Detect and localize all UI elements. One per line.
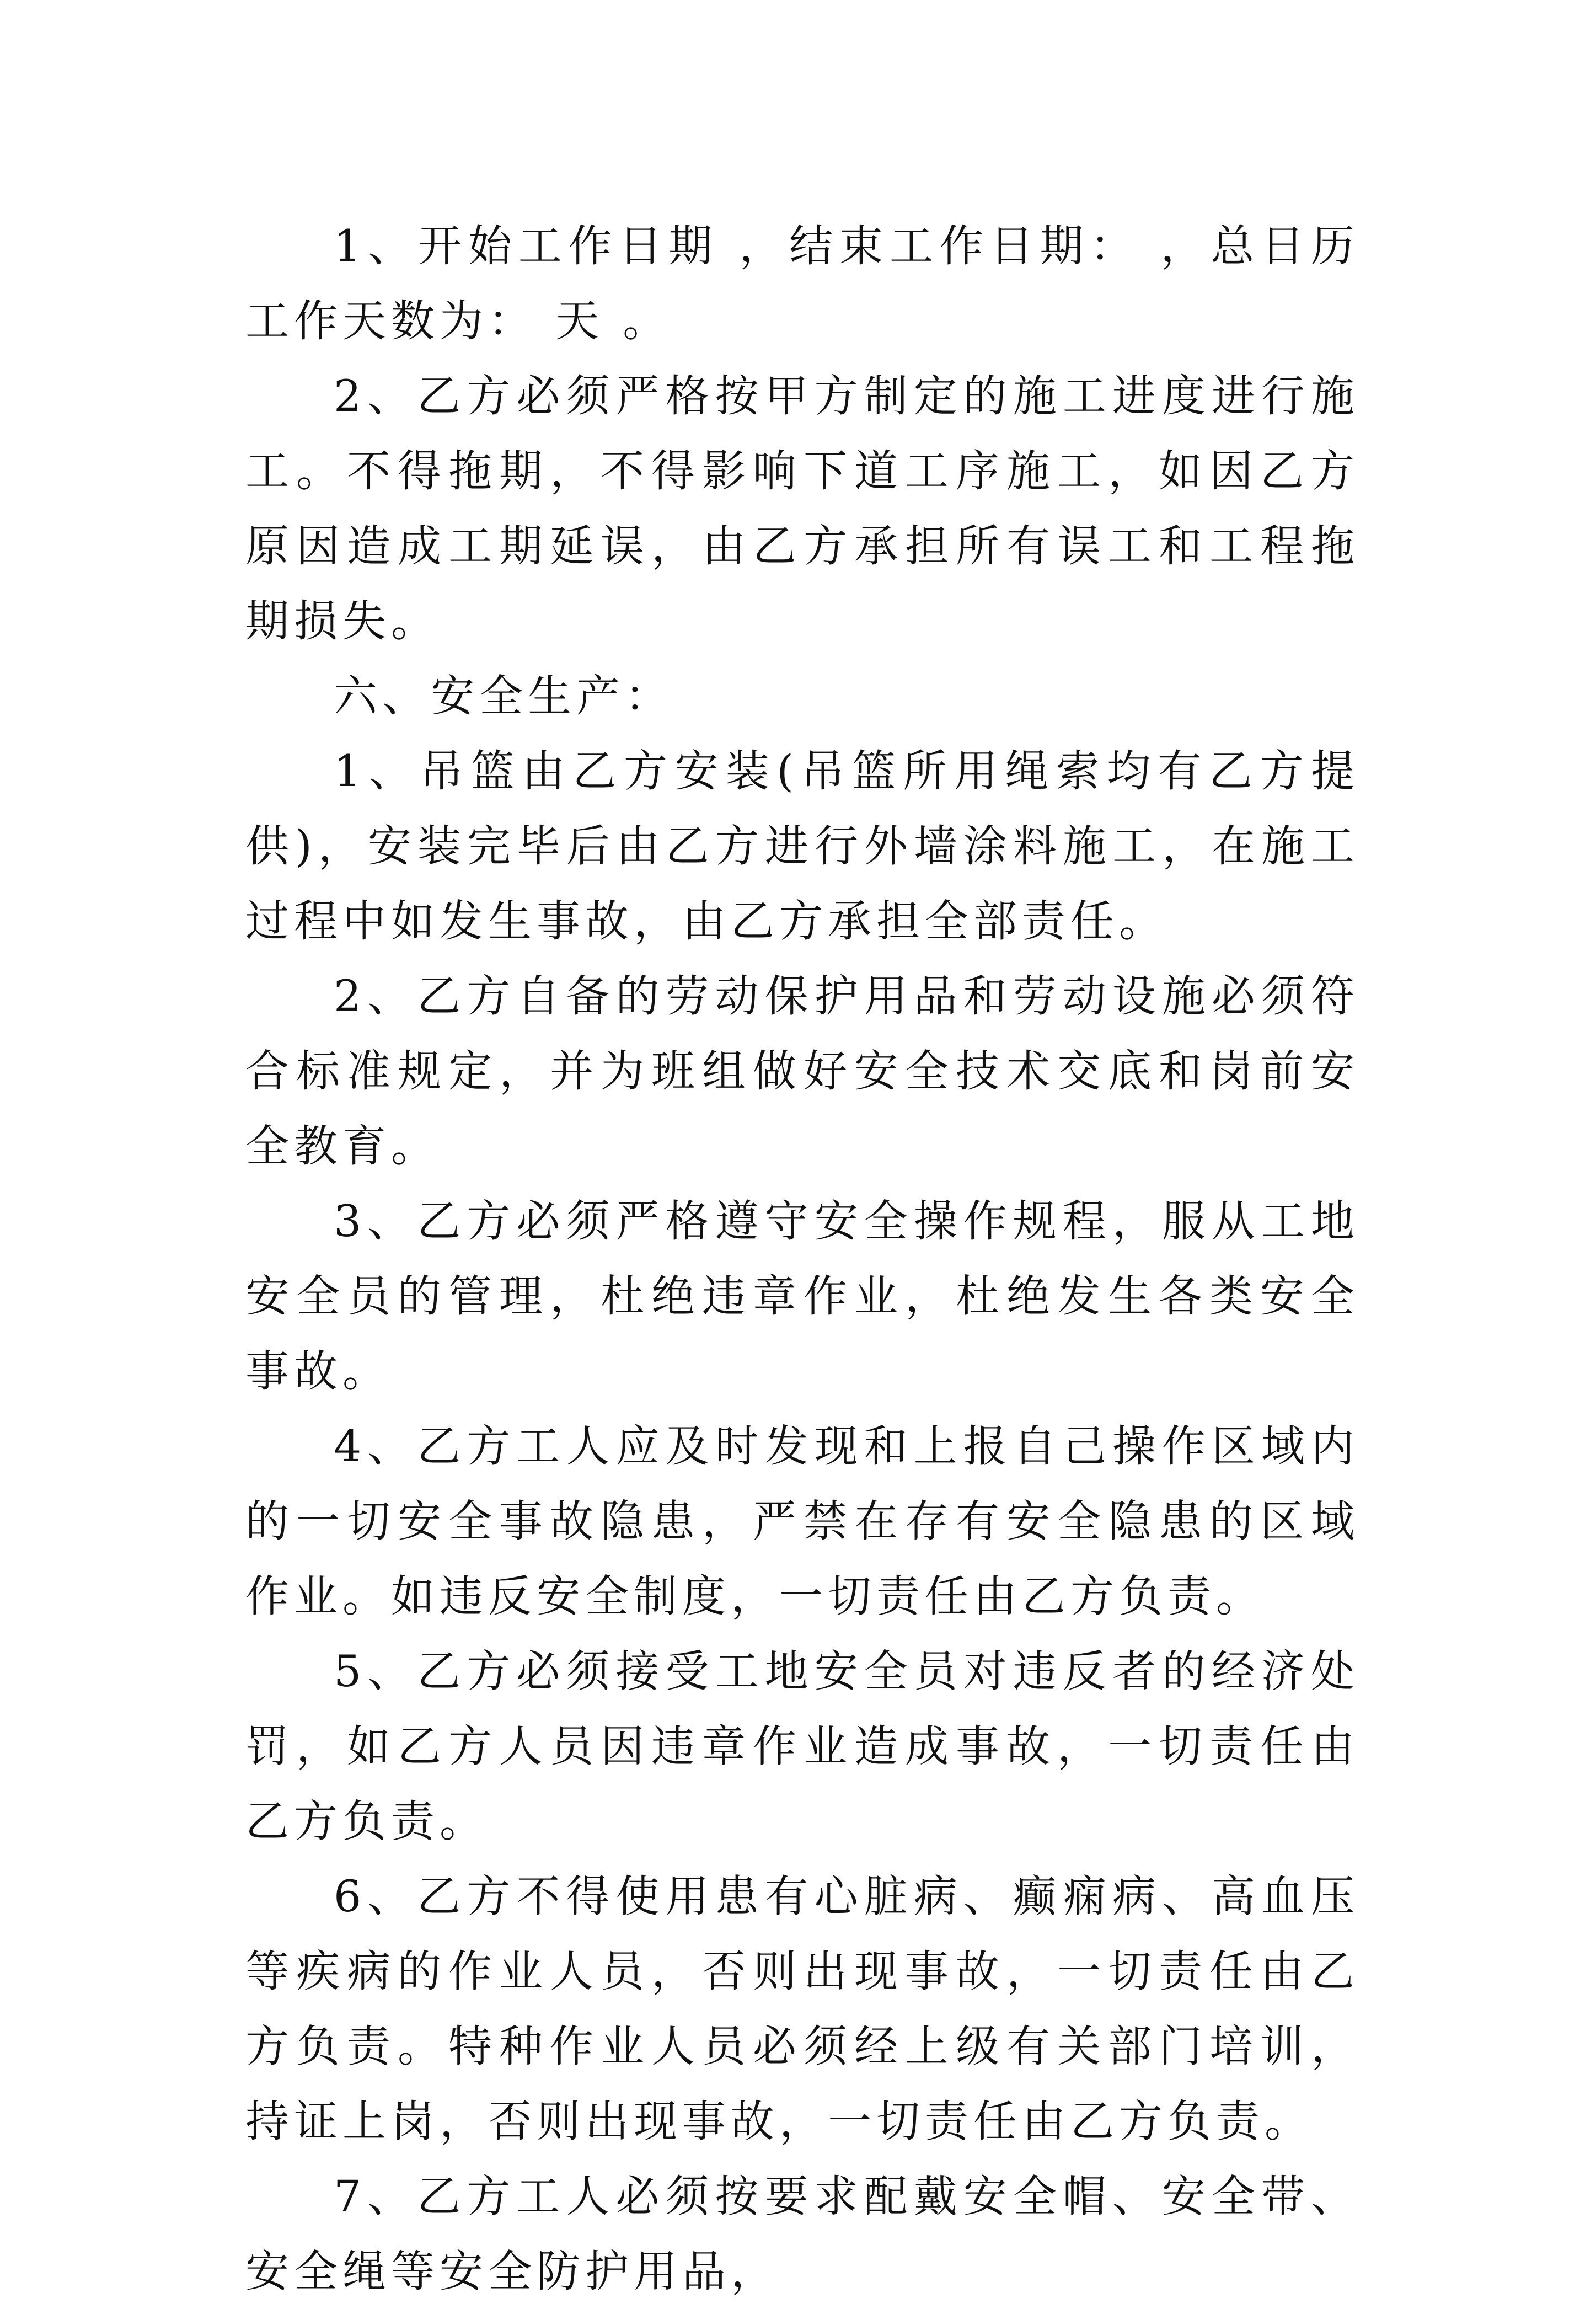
- section-heading-safety: 六、安全生产：: [334, 671, 673, 721]
- document-body: [245, 209, 1359, 2309]
- paragraph-safety-4: 4、乙方工人应及时发现和上报自己操作区域内的一切安全事故隐患，严禁在存有安全隐患的区域作业。如违反安全制度，一切责任由乙方负责。: [245, 1421, 1359, 1622]
- paragraph-work-dates: 1、开始工作日期 ，结束工作日期： ，总日历工作天数为： 天 。: [245, 221, 1359, 346]
- paragraph-safety-2: 2、乙方自备的劳动保护用品和劳动设施必须符合标准规定，并为班组做好安全技术交底和岗前安全教育。: [245, 971, 1359, 1172]
- paragraph-safety-5: 5、乙方必须接受工地安全员对违反者的经济处罚，如乙方人员因违章作业造成事故，一切责任由乙方负责。: [245, 1646, 1359, 1847]
- paragraph-safety-3: 3、乙方必须严格遵守安全操作规程，服从工地安全员的管理，杜绝违章作业，杜绝发生各类安全事故。: [245, 1196, 1359, 1397]
- paragraph-safety-1: 1、吊篮由乙方安装(吊篮所用绳索均有乙方提供)，安装完毕后由乙方进行外墙涂料施工，在施工过程中如发生事故，由乙方承担全部责任。: [245, 746, 1359, 947]
- paragraph-safety-7: 7、乙方工人必须按要求配戴安全帽、安全带、安全绳等安全防护用品，: [245, 2171, 1359, 2297]
- paragraph-schedule: 2、乙方必须严格按甲方制定的施工进度进行施工。不得拖期，不得影响下道工序施工，如因乙方原因造成工期延误，由乙方承担所有误工和工程拖期损失。: [245, 371, 1359, 646]
- paragraph-safety-6: 6、乙方不得使用患有心脏病、癫痫病、高血压等疾病的作业人员，否则出现事故，一切责任由乙方负责。特种作业人员必须经上级有关部门培训，持证上岗，否则出现事故，一切责任由乙方负责。: [245, 1871, 1359, 2147]
